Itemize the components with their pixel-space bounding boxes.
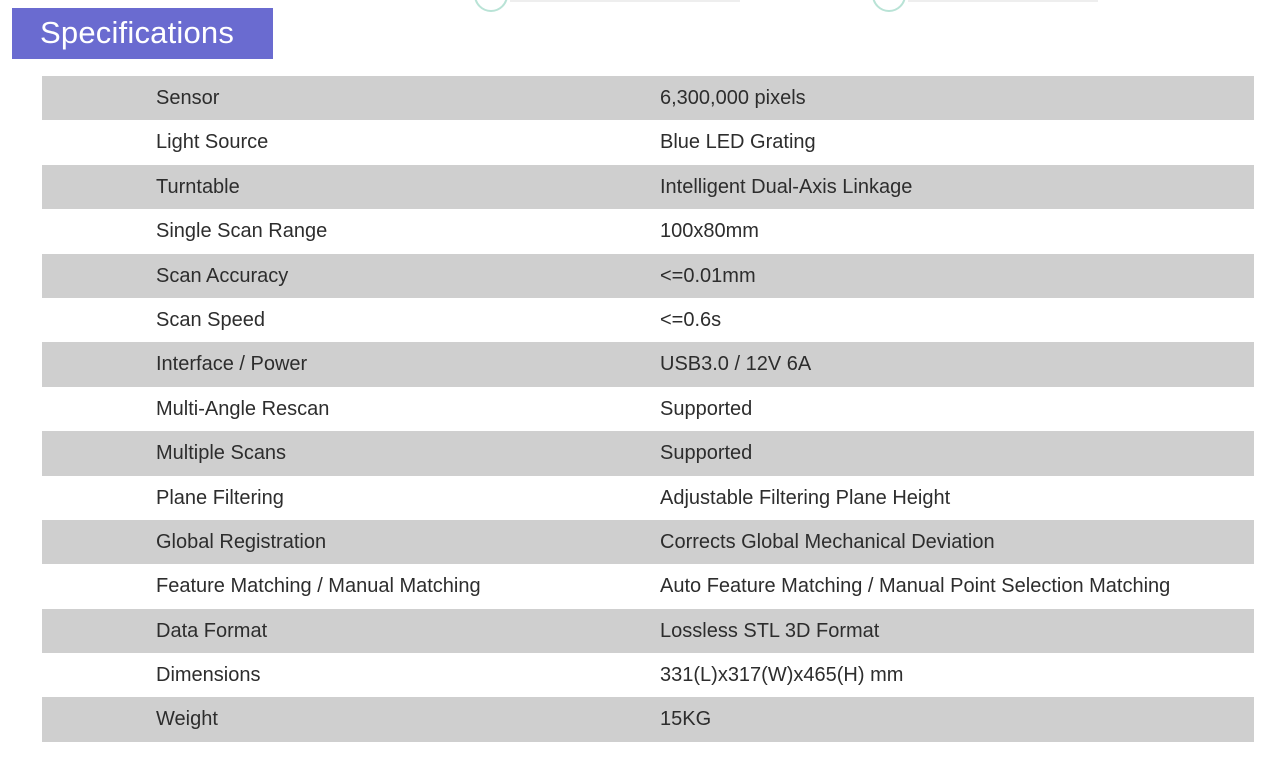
spec-row-plane-filtering: [42, 476, 1254, 520]
spec-value: <=0.01mm: [660, 264, 756, 287]
spec-row-light-source: [42, 120, 1254, 164]
spec-row-scan-accuracy: [42, 254, 1254, 298]
spec-label: Dimensions: [156, 664, 261, 687]
spec-label: Weight: [156, 708, 218, 731]
spec-value: Auto Feature Matching / Manual Point Selection Matching: [660, 575, 1171, 598]
spec-label: Scan Accuracy: [156, 264, 289, 287]
spec-label: Multi-Angle Rescan: [156, 397, 330, 420]
spec-row-turntable: [42, 165, 1254, 209]
spec-value: 15KG: [660, 708, 712, 731]
spec-row-global-registration: [42, 520, 1254, 564]
spec-row-multi-angle-rescan: [42, 387, 1254, 431]
spec-label: Plane Filtering: [156, 486, 284, 509]
spec-row-weight: [42, 697, 1254, 741]
spec-value: 331(L)x317(W)x465(H) mm: [660, 664, 904, 687]
spec-row-feature-matching: [42, 564, 1254, 608]
spec-label: Light Source: [156, 131, 269, 154]
spec-label: Data Format: [156, 619, 268, 642]
spec-row-interface-power: [42, 342, 1254, 386]
spec-value: <=0.6s: [660, 308, 722, 331]
spec-label: Multiple Scans: [156, 442, 287, 465]
spec-label: Single Scan Range: [156, 220, 328, 243]
spec-value: Supported: [660, 442, 753, 465]
spec-label: Global Registration: [156, 530, 327, 553]
decorative-line: [510, 0, 740, 2]
spec-value: Adjustable Filtering Plane Height: [660, 486, 951, 509]
spec-table: [42, 76, 1254, 742]
decorative-line: [908, 0, 1098, 2]
spec-label: Feature Matching / Manual Matching: [156, 575, 481, 598]
spec-label: Interface / Power: [156, 353, 308, 376]
decorative-circle-icon: [474, 0, 508, 12]
page-title: Specifications: [12, 8, 273, 59]
spec-row-dimensions: [42, 653, 1254, 697]
spec-label: Sensor: [156, 87, 220, 109]
spec-value: Intelligent Dual-Axis Linkage: [660, 175, 913, 198]
spec-row-sensor: [42, 76, 1254, 120]
decorative-circle-icon: [872, 0, 906, 12]
spec-value: 6,300,000 pixels: [660, 87, 806, 109]
spec-value: Supported: [660, 397, 753, 420]
spec-value: Corrects Global Mechanical Deviation: [660, 530, 995, 553]
spec-row-data-format: [42, 609, 1254, 653]
spec-row-multiple-scans: [42, 431, 1254, 475]
spec-value: Blue LED Grating: [660, 131, 816, 154]
spec-value: USB3.0 / 12V 6A: [660, 353, 812, 376]
spec-row-scan-speed: [42, 298, 1254, 342]
spec-label: Scan Speed: [156, 308, 265, 331]
spec-label: Turntable: [156, 175, 240, 198]
spec-value: Lossless STL 3D Format: [660, 619, 880, 642]
spec-row-single-scan-range: [42, 209, 1254, 253]
spec-value: 100x80mm: [660, 220, 759, 243]
